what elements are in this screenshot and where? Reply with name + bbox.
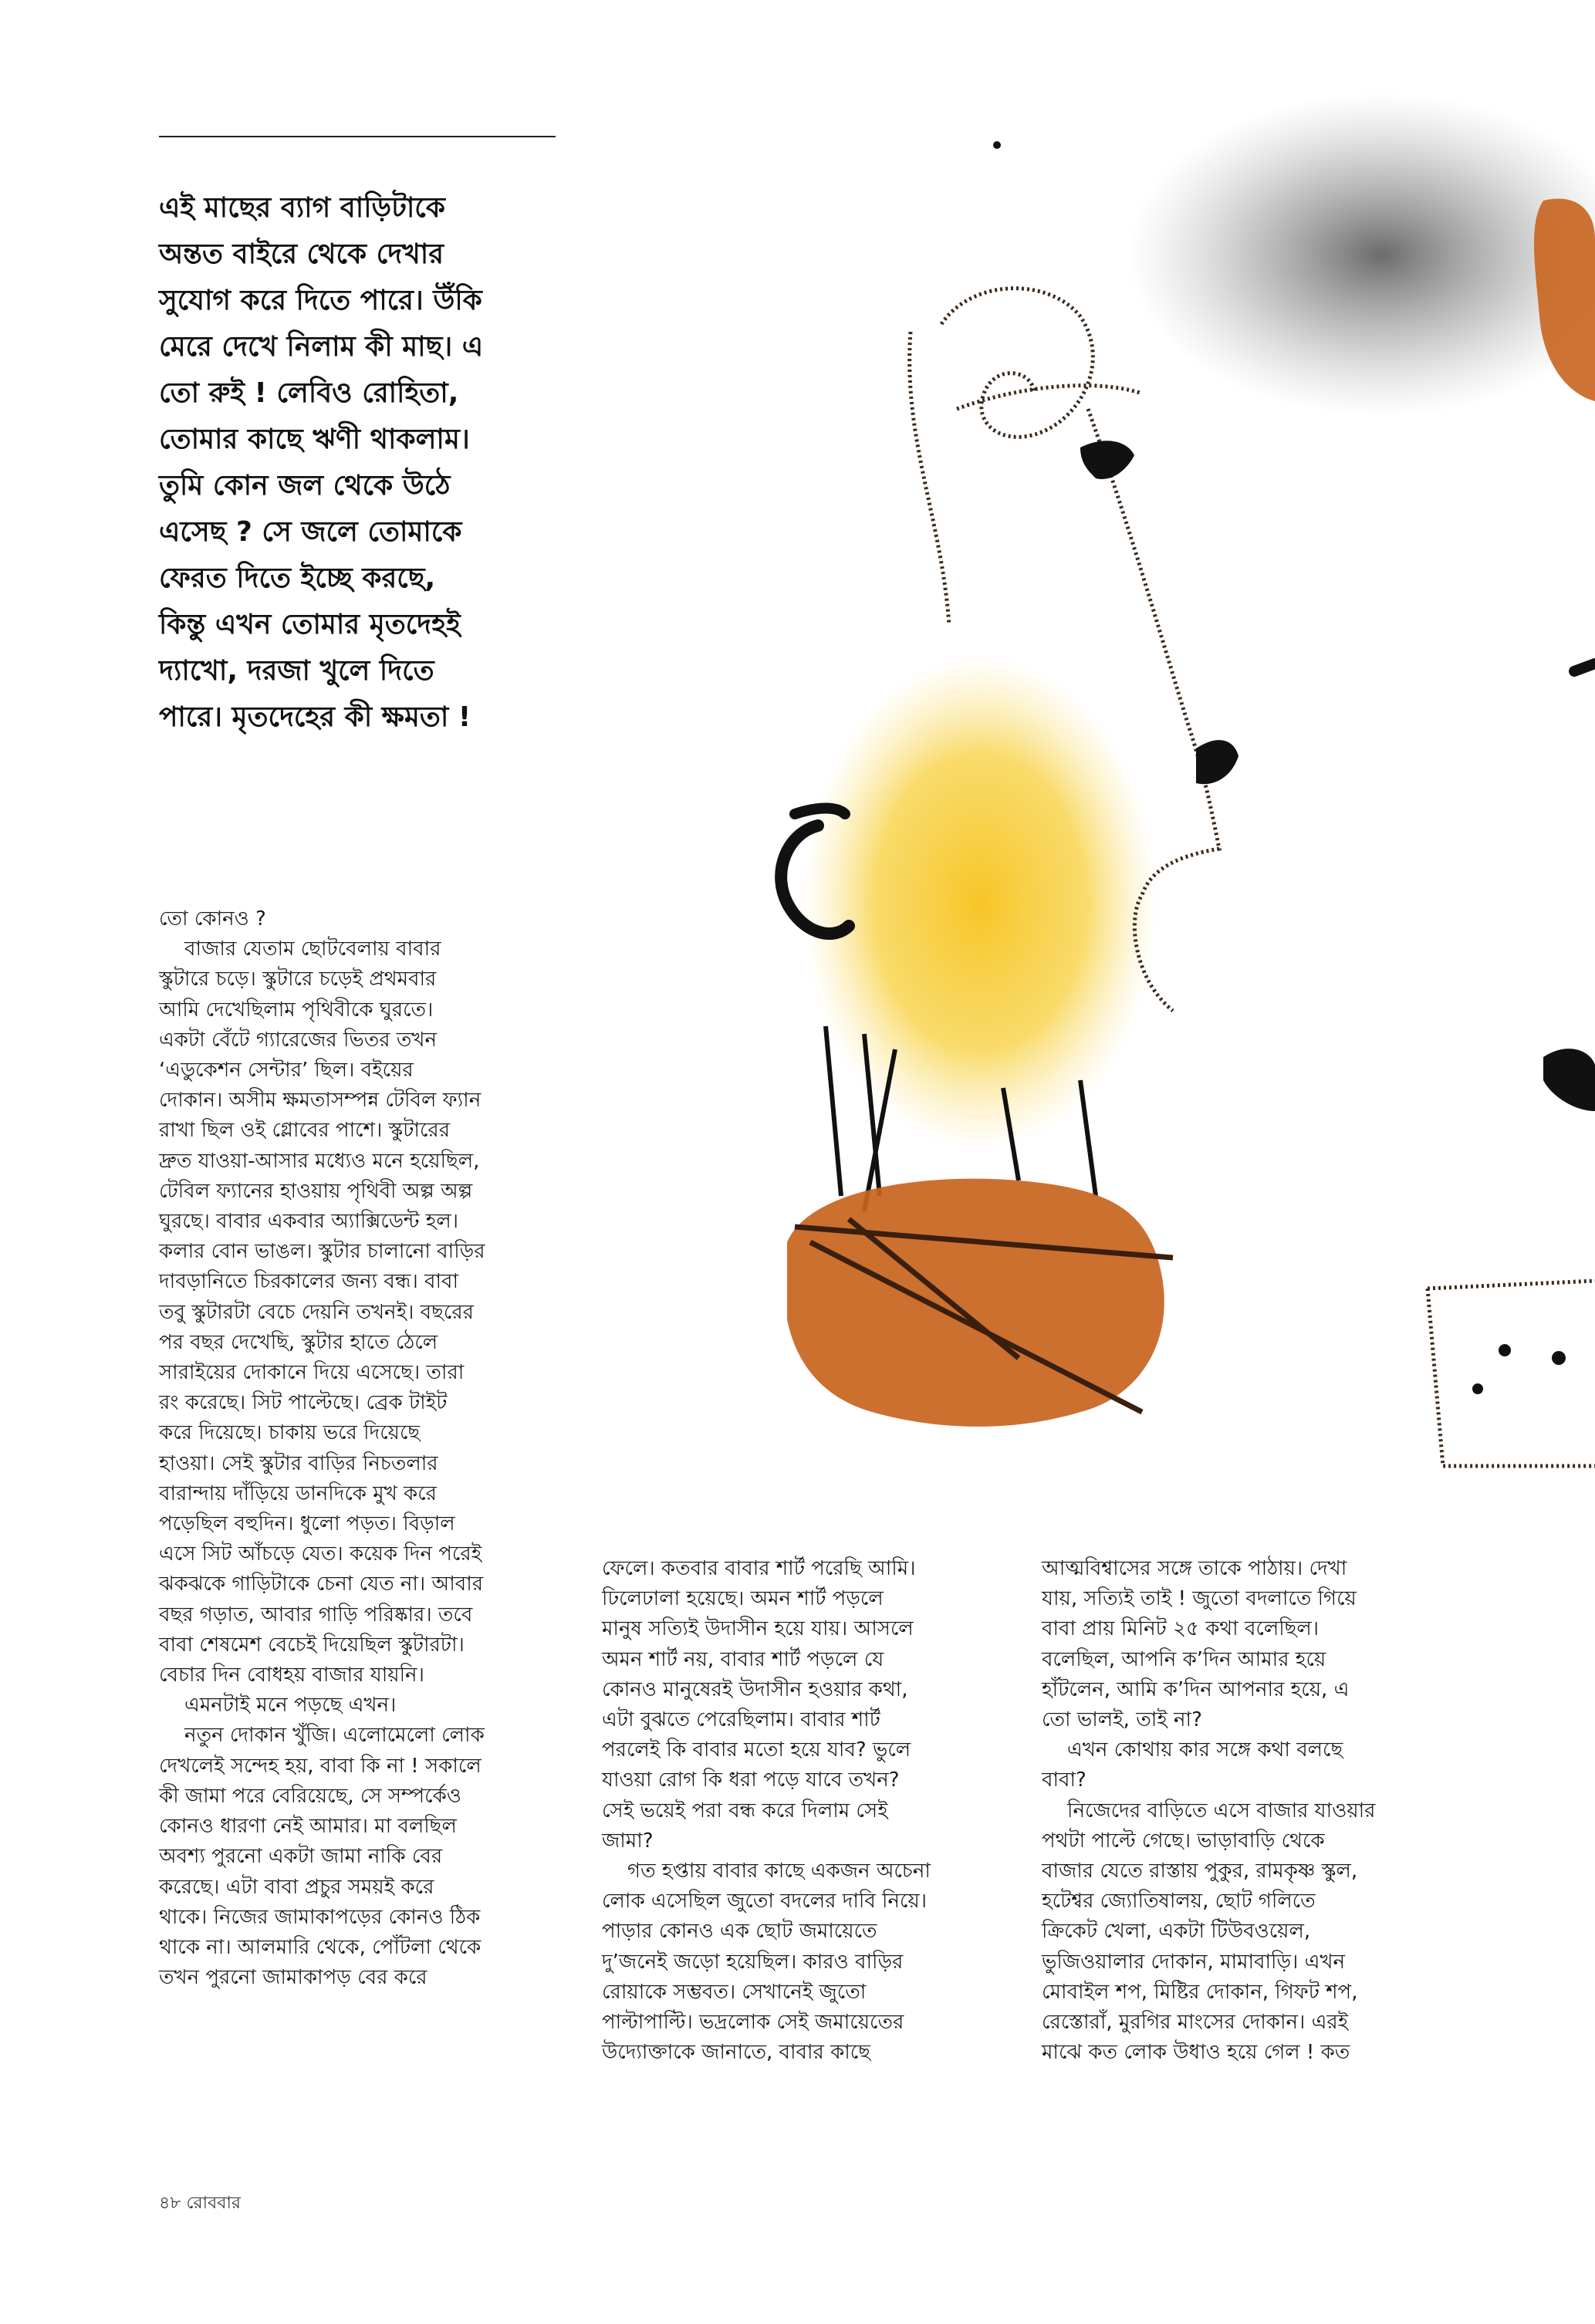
yellow-wash xyxy=(803,656,1157,1150)
body-line: সারাইয়ের দোকানে দিয়ে এসেছে। তারা xyxy=(159,1361,465,1385)
body-line: অবশ্য পুরনো একটা জামা নাকি বের xyxy=(159,1845,443,1869)
dot-mark-1 xyxy=(1499,1344,1511,1356)
right-mark xyxy=(1543,1049,1595,1111)
body-line: দেখলেই সন্দেহ হয়, বাবা কি না ! সকালে xyxy=(159,1754,482,1778)
body-line: সেই ভয়েই পরা বন্ধ করে দিলাম সেই xyxy=(602,1799,888,1822)
body-line: অমন শার্ট নয়, বাবার শার্ট পড়লে যে xyxy=(602,1647,884,1671)
body-line: তো কোনও ? xyxy=(159,907,266,931)
body-line: কোনও মানুষেরই উদাসীন হওয়ার কথা, xyxy=(602,1677,908,1701)
body-line: বাবা প্রায় মিনিট ২৫ কথা বলেছিল। xyxy=(1042,1617,1320,1641)
body-line: এখন কোথায় কার সঙ্গে কথা বলছে xyxy=(1042,1738,1343,1762)
pull-quote-line: তুমি কোন জল থেকে উঠে xyxy=(159,470,451,502)
body-line: এমনটাই মনে পড়ছে এখন। xyxy=(159,1694,397,1718)
body-line: গত হপ্তায় বাবার কাছে একজন অচেনা xyxy=(602,1860,931,1883)
body-line: পর বছর দেখেছি, স্কুটার হাতে ঠেলে xyxy=(159,1330,438,1354)
body-line: বলেছিল, আপনি ক’দিন আমার হয়ে xyxy=(1042,1647,1326,1671)
body-line: হাঁটলেন, আমি ক’দিন আপনার হয়ে, এ xyxy=(1042,1677,1350,1701)
body-line: এসে সিট আঁচড়ে যেত। কয়েক দিন পরেই xyxy=(159,1542,482,1566)
body-line: ‘এডুকেশন সেন্টার’ ছিল। বইয়ের xyxy=(159,1059,414,1083)
body-line: বাজার যেতাম ছোটবেলায় বাবার xyxy=(159,937,441,961)
body-line: করেছে। এটা বাবা প্রচুর সময়ই করে xyxy=(159,1875,434,1899)
grey-smudge xyxy=(1127,93,1595,417)
body-line: উদ্যোক্তাকে জানাতে, বাবার কাছে xyxy=(602,2041,870,2065)
body-line: পাড়ার কোনও এক ছোট জমায়েতে xyxy=(602,1920,877,1944)
top-rule xyxy=(159,136,556,137)
body-line: বাবা? xyxy=(1042,1768,1086,1792)
body-line: পরলেই কি বাবার মতো হয়ে যাব? ভুলে xyxy=(602,1738,911,1762)
body-line: থাকে। নিজের জামাকাপড়ের কোনও ঠিক xyxy=(159,1905,481,1929)
page-folio: ৪৮ রোববার xyxy=(159,2194,241,2213)
pull-quote-line: সুযোগ করে দিতে পারে। উঁকি xyxy=(159,285,482,316)
body-line: কী জামা পরে বেরিয়েছে, সে সম্পর্কেও xyxy=(159,1784,461,1808)
body-line: দ্রুত যাওয়া-আসার মধ্যেও মনে হয়েছিল, xyxy=(159,1149,480,1173)
body-line: মানুষ সত্যিই উদাসীন হয়ে যায়। আসলে xyxy=(602,1617,914,1641)
dot-mark-4 xyxy=(993,141,1001,149)
body-line: বারান্দায় দাঁড়িয়ে ডানদিকে মুখ করে xyxy=(159,1481,437,1505)
body-line: বাজার যেতে রাস্তায় পুকুর, রামকৃষ্ণ স্কুল, xyxy=(1042,1860,1358,1883)
body-line: লোক এসেছিল জুতো বদলের দাবি নিয়ে। xyxy=(602,1890,928,1914)
body-line: বাবা শেষমেশ বেচেই দিয়েছিল স্কুটারটা। xyxy=(159,1633,465,1657)
body-line: কোনও ধারণা নেই আমার। মা বলছিল xyxy=(159,1815,457,1839)
body-line: জামা? xyxy=(602,1829,654,1853)
illustration xyxy=(540,85,1595,1535)
body-line: নিজেদের বাড়িতে এসে বাজার যাওয়ার xyxy=(1042,1799,1376,1822)
body-line: কলার বোন ভাঙল। স্কুটার চালানো বাড়ির xyxy=(159,1240,485,1264)
body-line: তো ভালই, তাই না? xyxy=(1042,1708,1202,1732)
body-line: ক্রিকেট খেলা, একটা টিউবওয়েল, xyxy=(1042,1920,1311,1944)
body-line: বছর গড়াত, আবার গাড়ি পরিষ্কার। তবে xyxy=(159,1603,473,1626)
body-column-2 xyxy=(602,1554,1003,2068)
right-box-sketch xyxy=(1428,1281,1595,1466)
pull-quote-line: এসেছ ? সে জলে তোমাকে xyxy=(159,516,462,548)
body-line: মোবাইল শপ, মিষ্টির দোকান, গিফট শপ, xyxy=(1042,1980,1358,2004)
body-line: আত্মবিশ্বাসের সঙ্গে তাকে পাঠায়। দেখা xyxy=(1042,1557,1347,1580)
hook-top xyxy=(795,809,845,815)
pull-quote-line: তো রুই ! লেবিও রোহিতা, xyxy=(159,377,459,409)
body-line: রং করেছে। সিট পাল্টেছে। ব্রেক টাইট xyxy=(159,1391,448,1415)
body-line: রাখা ছিল ওই গ্লোবের পাশে। স্কুটারের xyxy=(159,1119,450,1143)
body-line: দু’জনেই জড়ো হয়েছিল। কারও বাড়ির xyxy=(602,1950,904,1974)
dot-mark-2 xyxy=(1552,1351,1566,1365)
hair-sketch xyxy=(910,332,949,625)
body-line: আমি দেখেছিলাম পৃথিবীকে ঘুরতে। xyxy=(159,998,434,1022)
body-column-3 xyxy=(1042,1554,1443,2068)
pull-quote-line: পারে। মৃতদেহের কী ক্ষমতা ! xyxy=(159,701,471,733)
body-line: যাওয়া রোগ কি ধরা পড়ে যাবে তখন? xyxy=(602,1768,900,1792)
pull-quote-line: অন্তত বাইরে থেকে দেখার xyxy=(159,238,444,270)
body-line: মাঝে কত লোক উধাও হয়ে গেল ! কত xyxy=(1042,2041,1350,2065)
orange-shirt xyxy=(787,1179,1164,1427)
body-line: রেস্তোরাঁ, মুরগির মাংসের দোকান। এরই xyxy=(1042,2011,1349,2035)
ear-sketch xyxy=(941,289,1093,437)
body-line: পথটা পাল্টে গেছে। ভাড়াবাড়ি থেকে xyxy=(1042,1829,1325,1853)
pull-quote-line: তোমার কাছে ঋণী থাকলাম। xyxy=(159,424,470,455)
body-line: একটা বেঁটে গ্যারেজের ভিতর তখন xyxy=(159,1028,437,1052)
body-line: স্কুটারে চড়ে। স্কুটারে চড়েই প্রথমবার xyxy=(159,968,437,991)
body-line: রোয়াকে সম্ভবত। সেখানেই জুতো xyxy=(602,1980,867,2004)
nose-mark xyxy=(1196,740,1238,784)
body-line: থাকে না। আলমারি থেকে, পোঁটলা থেকে xyxy=(159,1935,482,1959)
body-line: ঢিলেঢালা হয়েছে। অমন শার্ট পড়লে xyxy=(602,1587,884,1611)
body-line: দাবড়ানিতে চিরকালের জন্য বন্ধ। বাবা xyxy=(159,1270,459,1294)
pull-quote-line: দ্যাখো, দরজা খুলে দিতে xyxy=(159,655,434,687)
body-line: ভুজিওয়ালার দোকান, মামাবাড়ি। এখন xyxy=(1042,1950,1345,1974)
body-line: তখন পুরনো জামাকাপড় বের করে xyxy=(159,1966,427,1990)
body-line: হটেশ্বর জ্যোতিষালয়, ছোট গলিতে xyxy=(1042,1890,1316,1914)
body-line: যায়, সত্যিই তাই ! জুতো বদলাতে গিয়ে xyxy=(1042,1587,1357,1611)
body-line: টেবিল ফ্যানের হাওয়ায় পৃথিবী অল্প অল্প xyxy=(159,1179,473,1203)
eye-mark xyxy=(1080,441,1134,479)
body-line: ফেলে। কতবার বাবার শার্ট পরেছি আমি। xyxy=(602,1557,916,1580)
dot-mark-3 xyxy=(1472,1383,1483,1394)
body-line: পাল্টাপাল্টি। ভদ্রলোক সেই জমায়েতের xyxy=(602,2011,904,2035)
right-dash xyxy=(1574,664,1595,671)
body-line: ঘুরছে। বাবার একবার অ্যাক্সিডেন্ট হল। xyxy=(159,1210,459,1234)
pull-quote xyxy=(159,185,560,741)
body-line: দোকান। অসীম ক্ষমতাসম্পন্ন টেবিল ফ্যান xyxy=(159,1089,482,1113)
pull-quote-line: এই মাছের ব্যাগ বাড়িটাকে xyxy=(159,192,445,224)
body-line: এটা বুঝতে পেরেছিলাম। বাবার শার্ট xyxy=(602,1708,880,1732)
body-line: ঝকঝকে গাড়িটাকে চেনা যেত না। আবার xyxy=(159,1572,484,1596)
body-line: করে দিয়েছে। চাকায় ভরে দিয়েছে xyxy=(159,1421,421,1445)
pull-quote-line: মেরে দেখে নিলাম কী মাছ। এ xyxy=(159,331,484,363)
body-line: পড়েছিল বহুদিন। ধুলো পড়ত। বিড়াল xyxy=(159,1512,455,1536)
body-line: তবু স্কুটারটা বেচে দেয়নি তখনই। বছরের xyxy=(159,1300,474,1324)
body-line: নতুন দোকান খুঁজি। এলোমেলো লোক xyxy=(159,1724,485,1748)
body-column-1 xyxy=(159,904,560,1993)
body-line: বেচার দিন বোধহয় বাজার যায়নি। xyxy=(159,1664,424,1687)
pull-quote-line: ফেরত দিতে ইচ্ছে করছে, xyxy=(159,562,436,594)
pull-quote-line: কিন্তু এখন তোমার মৃতদেহই xyxy=(159,609,461,640)
body-line: হাওয়া। সেই স্কুটার বাড়ির নিচতলার xyxy=(159,1451,438,1475)
